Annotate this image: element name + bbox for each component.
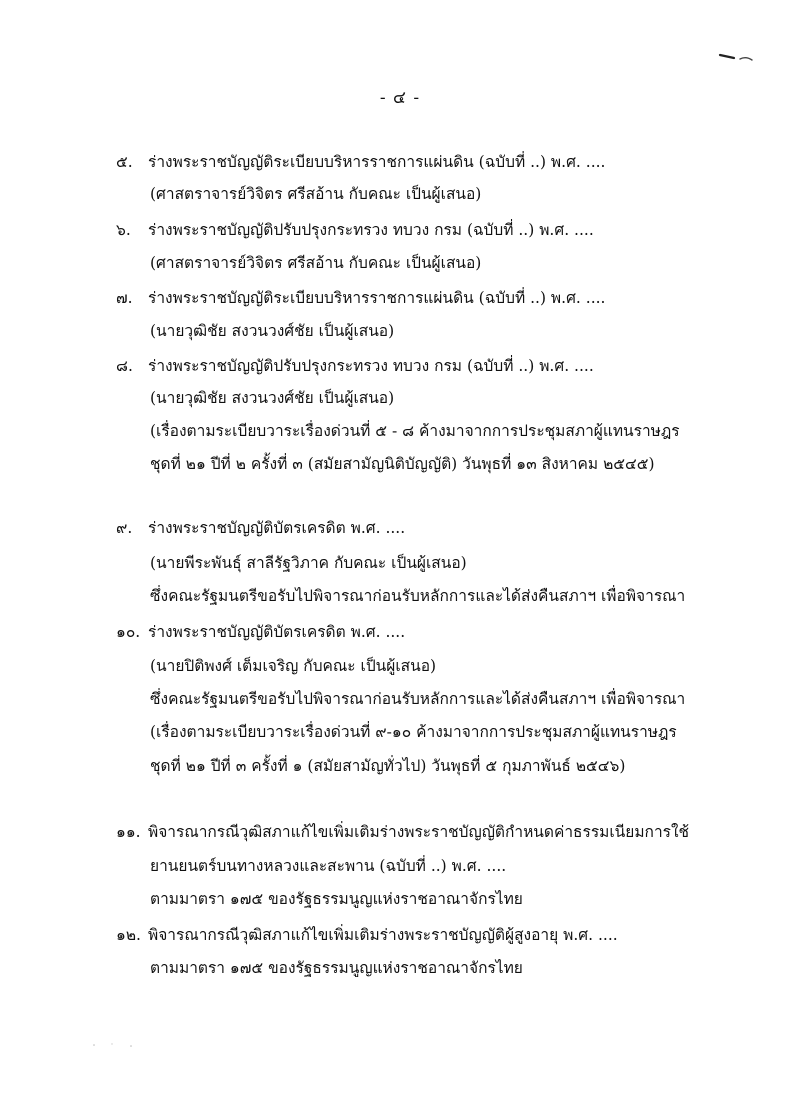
item-number: ๖. <box>116 221 131 239</box>
item-proposer: (นายพีระพันธุ์ สาลีรัฐวิภาค กับคณะ เป็นผู้เสนอ) <box>150 554 467 572</box>
item-number: ๑๐. <box>116 623 141 641</box>
item-title: ร่างพระราชบัญญัติบัตรเครดิต พ.ศ. .... <box>148 623 406 641</box>
item-number: ๕. <box>116 153 133 171</box>
item-title: ร่างพระราชบัญญัติระเบียบบริหารราชการแผ่นดิน (ฉบับที่ ..) พ.ศ. .... <box>148 289 606 307</box>
item-note: ตามมาตรา ๑๗๕ ของรัฐธรรมนูญแห่งราชอาณาจักรไทย <box>150 959 523 977</box>
page-number: - ๔ - <box>379 88 421 108</box>
item-note: ตามมาตรา ๑๗๕ ของรัฐธรรมนูญแห่งราชอาณาจักรไทย <box>150 890 523 908</box>
item-number: ๗. <box>116 289 133 307</box>
item-number: ๑๒. <box>116 926 141 944</box>
item-note: ชุดที่ ๒๑ ปีที่ ๓ ครั้งที่ ๑ (สมัยสามัญทั่วไป) วันพุธที่ ๕ กุมภาพันธ์ ๒๕๔๖) <box>150 757 626 775</box>
item-title: ร่างพระราชบัญญัติบัตรเครดิต พ.ศ. .... <box>148 519 406 537</box>
item-title: ร่างพระราชบัญญัติปรับปรุงกระทรวง ทบวง กรม (ฉบับที่ ..) พ.ศ. .... <box>148 357 594 375</box>
item-note: ซึ่งคณะรัฐมนตรีขอรับไปพิจารณาก่อนรับหลักการและได้ส่งคืนสภาฯ เพื่อพิจารณา <box>150 690 686 708</box>
item-note: (เรื่องตามระเบียบวาระเรื่องด่วนที่ ๕ - ๘ ค้างมาจากการประชุมสภาผู้แทนราษฎร <box>150 422 680 440</box>
item-proposer: (ศาสตราจารย์วิจิตร ศรีสอ้าน กับคณะ เป็นผู้เสนอ) <box>150 185 482 203</box>
item-proposer: (ศาสตราจารย์วิจิตร ศรีสอ้าน กับคณะ เป็นผู้เสนอ) <box>150 254 482 272</box>
item-proposer: (นายวุฒิชัย สงวนวงศ์ชัย เป็นผู้เสนอ) <box>150 389 395 407</box>
corner-pen-mark-icon <box>718 50 758 64</box>
item-note: (เรื่องตามระเบียบวาระเรื่องด่วนที่ ๙-๑๐ ค้างมาจากการประชุมสภาผู้แทนราษฎร <box>150 723 677 741</box>
item-number: ๑๑. <box>116 823 141 841</box>
scan-speck-marks <box>90 1040 150 1050</box>
item-title: ร่างพระราชบัญญัติปรับปรุงกระทรวง ทบวง กรม (ฉบับที่ ..) พ.ศ. .... <box>148 221 594 239</box>
item-title: พิจารณากรณีวุฒิสภาแก้ไขเพิ่มเติมร่างพระราชบัญญัติผู้สูงอายุ พ.ศ. .... <box>148 926 618 944</box>
item-title: พิจารณากรณีวุฒิสภาแก้ไขเพิ่มเติมร่างพระราชบัญญัติกำหนดค่าธรรมเนียมการใช้ <box>148 823 690 841</box>
item-note: ชุดที่ ๒๑ ปีที่ ๒ ครั้งที่ ๓ (สมัยสามัญนิติบัญญัติ) วันพุธที่ ๑๓ สิงหาคม ๒๕๔๕) <box>150 455 655 473</box>
item-note: ซึ่งคณะรัฐมนตรีขอรับไปพิจารณาก่อนรับหลักการและได้ส่งคืนสภาฯ เพื่อพิจารณา <box>150 587 686 605</box>
item-proposer: (นายวุฒิชัย สงวนวงศ์ชัย เป็นผู้เสนอ) <box>150 322 395 340</box>
item-proposer: (นายปิติพงศ์ เต็มเจริญ กับคณะ เป็นผู้เสนอ) <box>150 657 437 675</box>
item-number: ๙. <box>116 519 133 537</box>
item-title: ร่างพระราชบัญญัติระเบียบบริหารราชการแผ่นดิน (ฉบับที่ ..) พ.ศ. .... <box>148 153 606 171</box>
item-title-continued: ยานยนตร์บนทางหลวงและสะพาน (ฉบับที่ ..) พ.ศ. .... <box>150 857 507 875</box>
item-number: ๘. <box>116 357 133 375</box>
